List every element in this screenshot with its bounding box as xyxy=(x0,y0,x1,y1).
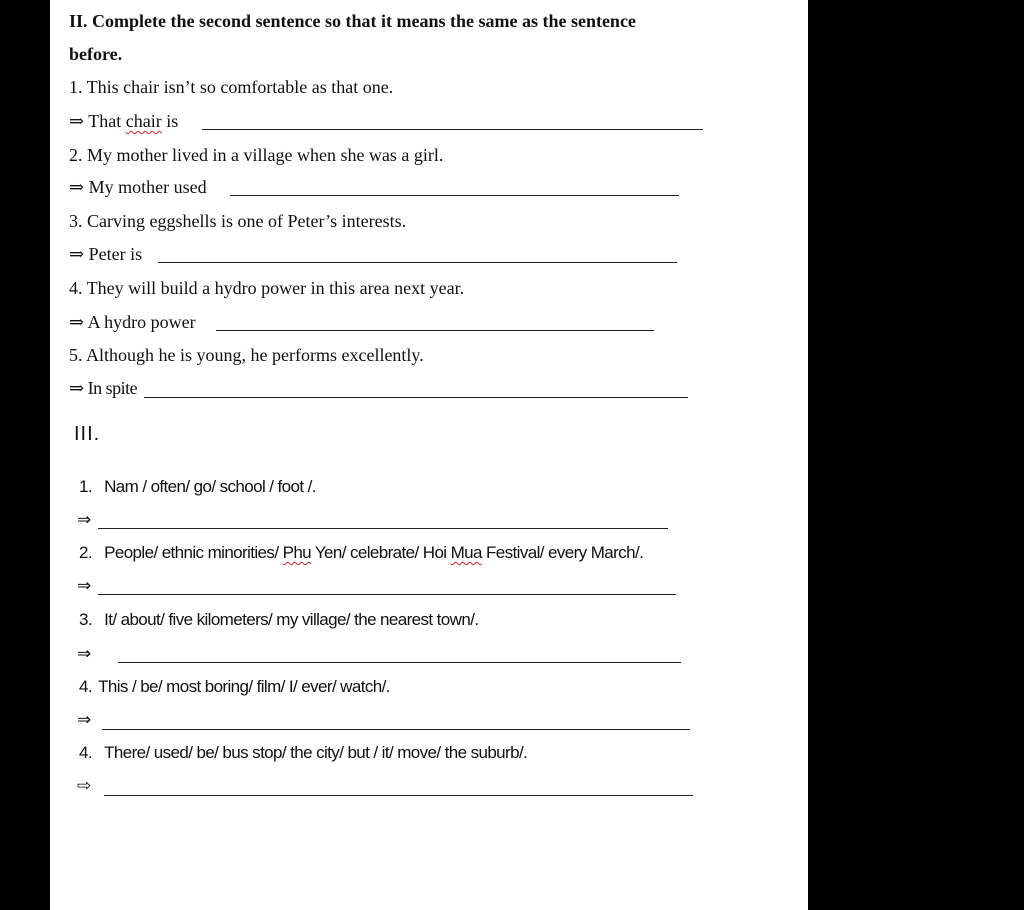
item-number: 4. xyxy=(79,743,92,762)
section-2-heading-line1: II. Complete the second sentence so that it means the same as the sentence xyxy=(69,11,636,31)
word-cues: Nam / often/ go/ school / foot /. xyxy=(104,477,316,496)
answer-row xyxy=(69,176,207,198)
arrow-icon: ⇒ xyxy=(69,177,85,197)
answer-blank[interactable] xyxy=(230,195,679,196)
answer-blank[interactable] xyxy=(98,594,676,595)
item-number: 4. xyxy=(79,677,92,696)
exercise-sentence: 5. Although he is young, he performs excellently. xyxy=(69,345,424,365)
section-2-heading-line2: before. xyxy=(69,44,123,64)
answer-blank[interactable] xyxy=(144,397,688,398)
answer-blank[interactable] xyxy=(102,729,690,730)
answer-prompt: A hydro power xyxy=(87,312,196,332)
answer-blank[interactable] xyxy=(104,795,693,796)
answer-row xyxy=(69,311,196,333)
answer-blank[interactable] xyxy=(216,330,654,331)
arrow-icon: ⇨ xyxy=(77,776,91,795)
word-cues: It/ about/ five kilometers/ my village/ the nearest town/. xyxy=(104,610,479,629)
word-cues: People/ ethnic minorities/ Phu Yen/ celebrate/ Hoi Mua Festival/ every March/. xyxy=(104,543,644,562)
item-number: 2. xyxy=(79,543,92,562)
arrow-icon: ⇒ xyxy=(69,111,85,131)
answer-prompt: My mother used xyxy=(88,177,207,197)
answer-prompt: Peter is xyxy=(88,244,143,264)
exercise-sentence: 3. Carving eggshells is one of Peter’s interests. xyxy=(69,211,407,231)
exercise-sentence: 4. They will build a hydro power in this area next year. xyxy=(69,278,465,298)
exercise-sentence xyxy=(79,476,316,498)
word-cues: This / be/ most boring/ film/ I/ ever/ watch/. xyxy=(98,677,390,696)
answer-row xyxy=(69,110,178,132)
exercise-sentence xyxy=(79,609,478,631)
answer-blank[interactable] xyxy=(158,262,677,263)
item-number: 1. xyxy=(79,477,92,496)
answer-blank[interactable] xyxy=(202,129,703,130)
arrow-icon: ⇒ xyxy=(69,244,85,264)
exercise-sentence xyxy=(79,742,527,764)
exercise-sentence xyxy=(79,542,643,564)
answer-blank[interactable] xyxy=(118,662,681,663)
exercise-sentence: 1. This chair isn’t so comfortable as that one. xyxy=(69,77,394,97)
answer-prompt: That chair is xyxy=(88,111,179,131)
section-3-heading: III. xyxy=(74,423,101,445)
arrow-icon: ⇒ xyxy=(77,644,91,663)
item-number: 3. xyxy=(79,610,92,629)
arrow-icon: ⇒ xyxy=(77,710,91,729)
exercise-sentence xyxy=(79,676,390,698)
arrow-icon: ⇒ xyxy=(69,378,84,398)
answer-row xyxy=(69,243,142,265)
word-cues: There/ used/ be/ bus stop/ the city/ but / it/ move/ the suburb/. xyxy=(104,743,528,762)
answer-blank[interactable] xyxy=(98,528,668,529)
exercise-sentence: 2. My mother lived in a village when she was a girl. xyxy=(69,145,444,165)
arrow-icon: ⇒ xyxy=(77,510,91,529)
answer-row xyxy=(69,377,137,399)
document-page xyxy=(50,0,808,910)
arrow-icon: ⇒ xyxy=(69,312,85,332)
answer-prompt: In spite xyxy=(87,378,138,398)
arrow-icon: ⇒ xyxy=(77,576,91,595)
